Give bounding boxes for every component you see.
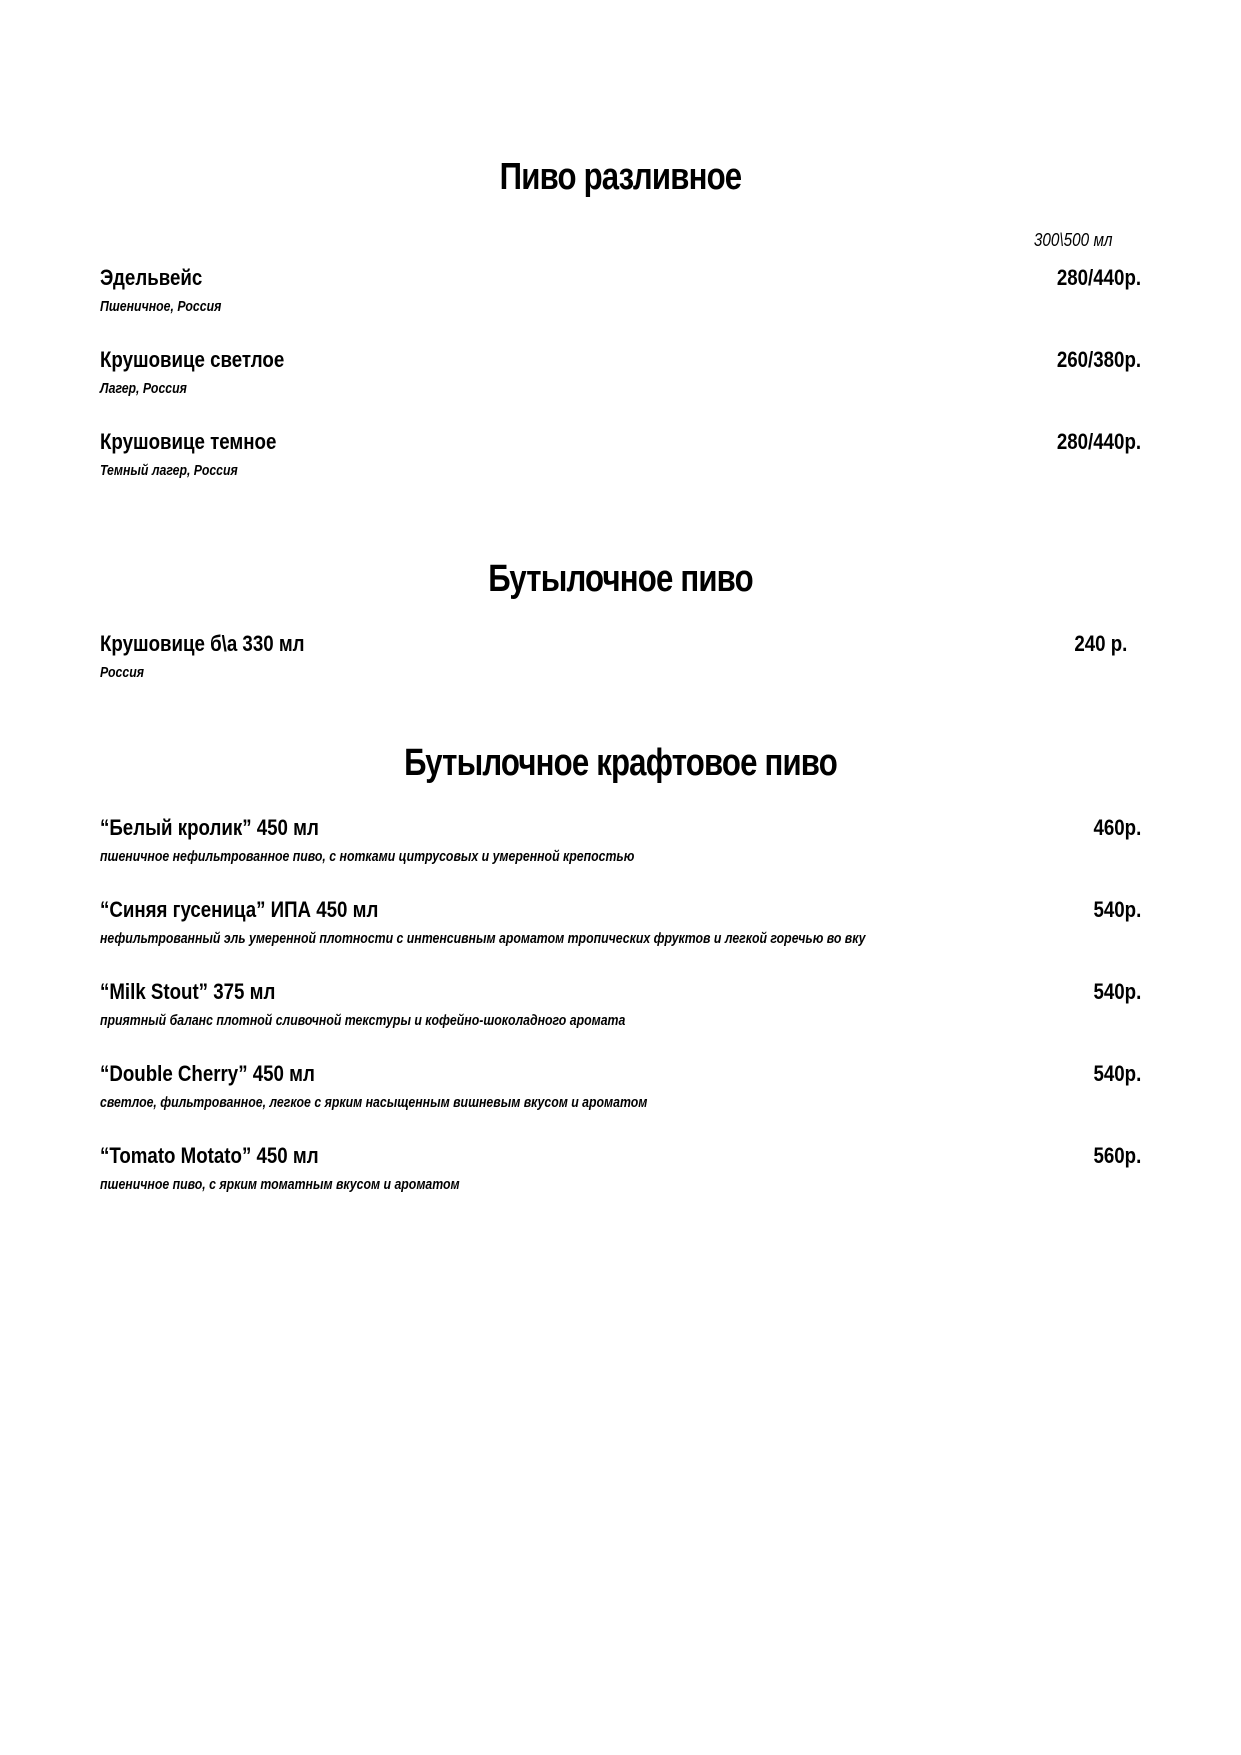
item-name: Крушовице темное (100, 429, 277, 454)
item-description: нефильтрованный эль умеренной плотности с интенсивным ароматом тропических фруктов и легкой горечью во вку (100, 930, 866, 947)
item-price: 280/440р. (1056, 429, 1141, 454)
menu-item (100, 428, 1141, 482)
menu-item (100, 896, 1141, 950)
item-price: 460р. (1093, 815, 1141, 840)
item-name: “Синяя гусеница” ИПА 450 мл (100, 897, 379, 922)
item-description: светлое, фильтрованное, легкое с ярким насыщенным вишневым вкусом и ароматом (100, 1094, 648, 1111)
item-description: пшеничное пиво, с ярким томатным вкусом и ароматом (100, 1176, 460, 1193)
item-description: Лагер, Россия (100, 380, 187, 397)
section-title-draught: Пиво разливное (499, 156, 742, 198)
item-description: Темный лагер, Россия (100, 462, 238, 479)
menu-item (100, 264, 1141, 318)
item-price: 560р. (1093, 1143, 1141, 1168)
item-name: Крушовице б\а 330 мл (100, 631, 305, 656)
item-description: приятный баланс плотной сливочной текстуры и кофейно-шоколадного аромата (100, 1012, 626, 1029)
section-title-bottled: Бутылочное пиво (488, 558, 753, 600)
menu-item (100, 1060, 1141, 1114)
menu-item (100, 346, 1141, 400)
item-price: 260/380р. (1056, 347, 1141, 372)
section-title-craft: Бутылочное крафтовое пиво (404, 742, 837, 784)
item-price: 240 р. (1073, 631, 1127, 656)
menu-item (100, 978, 1141, 1032)
volume-note: 300\500 мл (1034, 230, 1113, 250)
menu-item (100, 630, 1141, 684)
item-description: пшеничное нефильтрованное пиво, с нотками цитрусовых и умеренной крепостью (100, 848, 635, 865)
item-name: Эдельвейс (100, 265, 203, 290)
item-description: Россия (100, 664, 144, 681)
item-name: “Tomato Motato” 450 мл (100, 1143, 319, 1168)
item-price: 540р. (1093, 1061, 1141, 1086)
item-price: 540р. (1093, 897, 1141, 922)
item-price: 540р. (1093, 979, 1141, 1004)
item-name: “Milk Stout” 375 мл (100, 979, 276, 1004)
item-name: “Белый кролик” 450 мл (100, 815, 319, 840)
menu-item (100, 1142, 1141, 1196)
item-price: 280/440р. (1056, 265, 1141, 290)
menu-item (100, 814, 1141, 868)
item-name: Крушовице светлое (100, 347, 285, 372)
item-name: “Double Cherry” 450 мл (100, 1061, 315, 1086)
item-description: Пшеничное, Россия (100, 298, 222, 315)
